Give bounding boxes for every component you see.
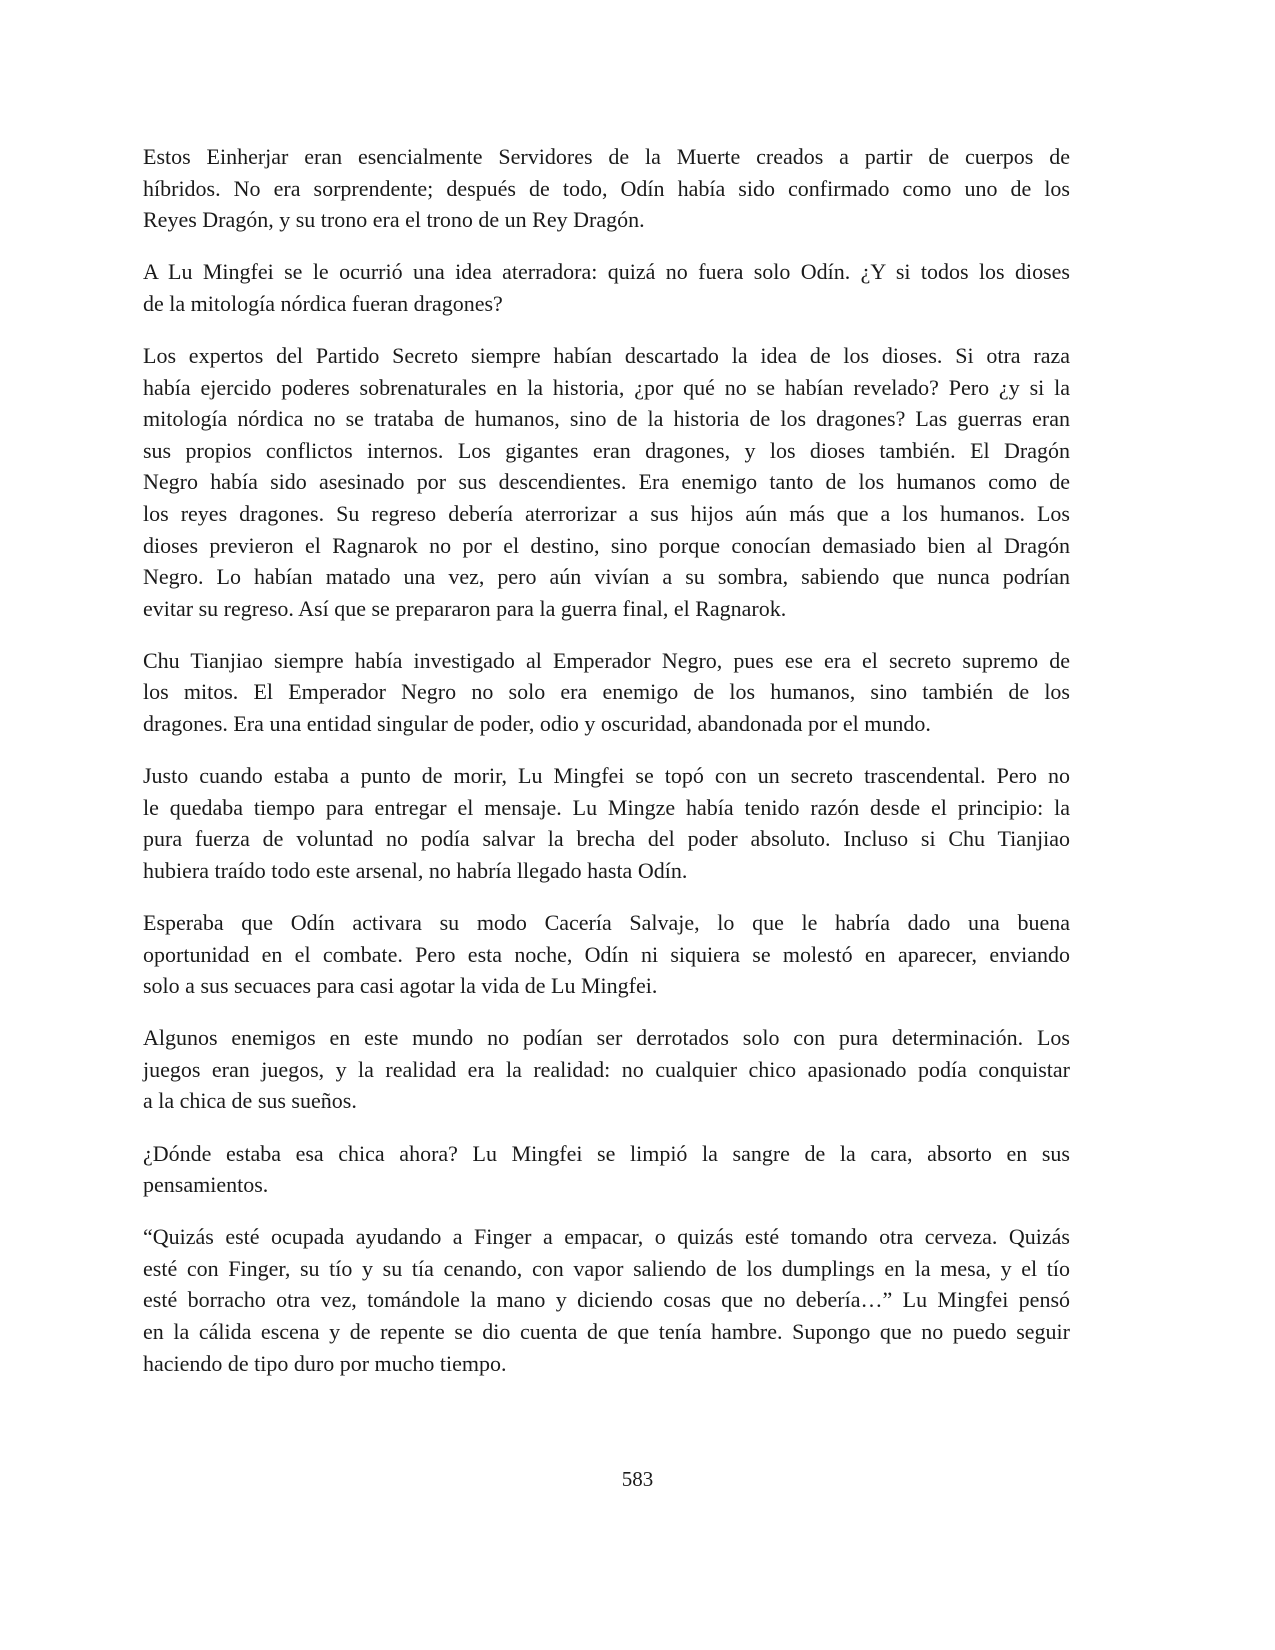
paragraph [143, 1022, 1070, 1117]
paragraph [143, 760, 1070, 886]
text-line: Estos Einherjar eran esencialmente Servidores de la Muerte creados a partir de cuerpos de [143, 144, 1070, 169]
text-line: Algunos enemigos en este mundo no podían ser derrotados solo con pura determinación. Los [143, 1025, 1070, 1051]
page-number: 583 [621, 1467, 654, 1491]
text-line: Reyes Dragón, y su trono era el trono de un Rey Dragón. [143, 207, 645, 233]
text-line: de la mitología nórdica fueran dragones? [143, 290, 503, 316]
text-line: Justo cuando estaba a punto de morir, Lu Mingfei se topó con un secreto trascendental. Pero no [143, 763, 1070, 789]
paragraph [143, 141, 1070, 236]
text-line: en la cálida escena y de repente se dio cuenta de que tenía hambre. Supongo que no puedo seguir [143, 1319, 1070, 1344]
text-line: Negro. Lo habían matado una vez, pero aún vivían a su sombra, sabiendo que nunca podrían [143, 564, 1070, 590]
text-line: híbridos. No era sorprendente; después de todo, Odín había sido confirmado como uno de los [143, 175, 1070, 201]
text-line: oportunidad en el combate. Pero esta noche, Odín ni siquiera se molestó en aparecer, enviando [143, 941, 1070, 967]
paragraph [143, 340, 1070, 624]
text-line: mitología nórdica no se trataba de humanos, sino de la historia de los dragones? Las guerras eran [143, 406, 1070, 432]
text-line: le quedaba tiempo para entregar el mensaje. Lu Mingze había tenido razón desde el principio: la [143, 794, 1070, 820]
paragraph [143, 645, 1070, 740]
text-line: pura fuerza de voluntad no podía salvar la brecha del poder absoluto. Incluso si Chu Tianjiao [143, 826, 1070, 852]
text-line: haciendo de tipo duro por mucho tiempo. [143, 1350, 507, 1376]
text-line: los mitos. El Emperador Negro no solo era enemigo de los humanos, sino también de los [143, 679, 1070, 705]
text-line: juegos eran juegos, y la realidad era la realidad: no cualquier chico apasionado podía conquistar [143, 1056, 1070, 1082]
text-line: “Quizás esté ocupada ayudando a Finger a empacar, o quizás esté tomando otra cerveza. Quizás [143, 1224, 1070, 1250]
text-line: Negro había sido asesinado por sus descendientes. Era enemigo tanto de los humanos como de [143, 469, 1070, 495]
text-line: pensamientos. [143, 1172, 269, 1198]
text-line: A Lu Mingfei se le ocurrió una idea aterradora: quizá no fuera solo Odín. ¿Y si todos los dioses [143, 259, 1070, 285]
text-line: Esperaba que Odín activara su modo Cacería Salvaje, lo que le habría dado una buena [143, 909, 1070, 935]
text-line: ¿Dónde estaba esa chica ahora? Lu Mingfei se limpió la sangre de la cara, absorto en sus [143, 1140, 1070, 1166]
text-line: dragones. Era una entidad singular de poder, odio y oscuridad, abandonada por el mundo. [143, 711, 931, 736]
text-line: los reyes dragones. Su regreso debería aterrorizar a sus hijos aún más que a los humanos. Los [143, 500, 1070, 526]
paragraph [143, 256, 1070, 319]
text-line: sus propios conflictos internos. Los gigantes eran dragones, y los dioses también. El Dragón [143, 437, 1070, 463]
text-line: dioses previeron el Ragnarok no por el destino, sino porque conocían demasiado bien al Dragón [143, 532, 1070, 558]
text-line: hubiera traído todo este arsenal, no habría llegado hasta Odín. [143, 857, 688, 883]
paragraph [143, 1221, 1070, 1379]
text-line: esté con Finger, su tío y su tía cenando, con vapor saliendo de los dumplings en la mesa, y el tío [143, 1255, 1070, 1281]
paragraph [143, 1138, 1070, 1201]
body-text [143, 141, 1070, 1400]
paragraph [143, 907, 1070, 1002]
text-line: Los expertos del Partido Secreto siempre habían descartado la idea de los dioses. Si otra raza [143, 342, 1070, 368]
text-line: había ejercido poderes sobrenaturales en la historia, ¿por qué no se habían revelado? Pero ¿y si la [143, 374, 1070, 400]
text-line: a la chica de sus sueños. [143, 1088, 357, 1114]
text-line: solo a sus secuaces para casi agotar la vida de Lu Mingfei. [143, 973, 658, 999]
text-line: esté borracho otra vez, tomándole la mano y diciendo cosas que no debería…” Lu Mingfei pensó [143, 1287, 1070, 1313]
text-line: Chu Tianjiao siempre había investigado al Emperador Negro, pues ese era el secreto supremo de [143, 647, 1070, 673]
text-line: evitar su regreso. Así que se prepararon para la guerra final, el Ragnarok. [143, 595, 787, 621]
